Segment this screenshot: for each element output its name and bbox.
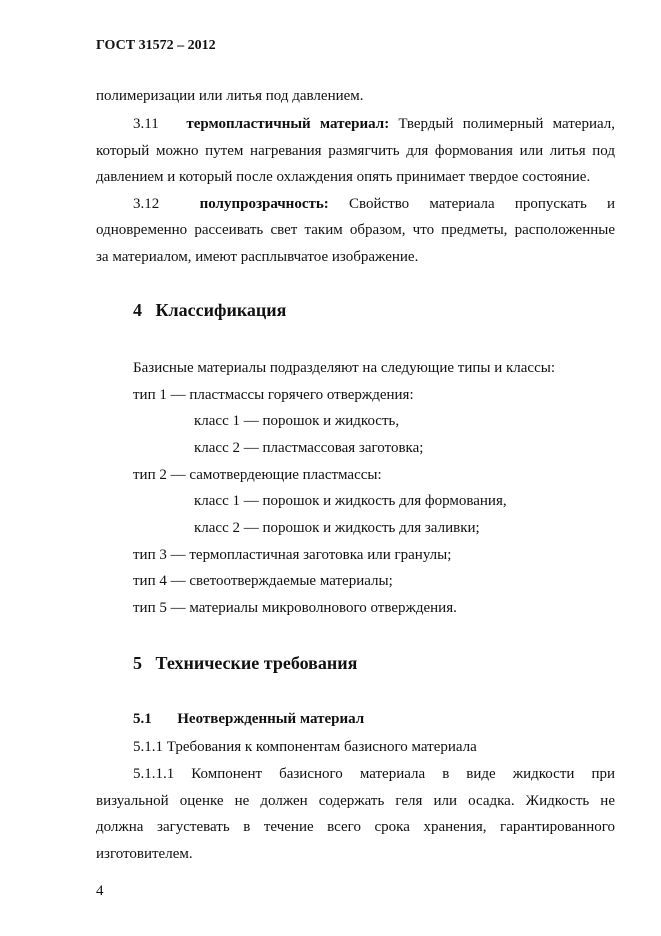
subsection-title: Неотвержденный материал (177, 711, 365, 727)
subsection-number: 5.1 (133, 711, 152, 727)
section-4-intro: Базисные материалы подразделяют на следующие типы и классы: (133, 360, 555, 376)
type-2-line: тип 2 — самотвердеющие пластмассы: (133, 467, 382, 483)
type-1-class-1-line: класс 1 — порошок и жидкость, (194, 413, 400, 429)
definition-3-11-line1 (96, 115, 615, 133)
subsection-5-1-1: 5.1.1 Требования к компонентам базисного материала (133, 739, 477, 755)
page-number: 4 (96, 883, 104, 899)
subsection-5-1-heading (133, 711, 364, 728)
document-header: ГОСТ 31572 – 2012 (96, 38, 216, 53)
intro-line: полимеризации или литья под давлением. (96, 88, 364, 104)
section-title: Технические требования (155, 653, 358, 673)
definition-3-11-line3: давлением и который после охлаждения опять принимает твердое состояние. (96, 169, 591, 185)
type-3-line: тип 3 — термопластичная заготовка или гранулы; (133, 547, 452, 563)
definition-number: 3.12 (133, 196, 160, 212)
definition-3-12-line2: одновременно рассеивать свет таким образом, что предметы, расположенные (96, 222, 615, 238)
definition-text: Свойство материала пропускать и (348, 196, 616, 212)
paragraph-5-1-1-1-line4: изготовителем. (96, 846, 193, 862)
paragraph-5-1-1-1-line1: 5.1.1.1 Компонент базисного материала в виде жидкости при (133, 766, 615, 782)
definition-3-11-line2: который можно путем нагревания размягчить для формования или литья под (96, 143, 615, 159)
section-number: 5 (133, 653, 142, 673)
type-2-class-1-line: класс 1 — порошок и жидкость для формования, (194, 493, 507, 509)
definition-term: полупрозрачность: (199, 196, 329, 212)
definition-term: термопластичный материал: (186, 116, 390, 132)
definition-3-12-line1 (96, 195, 615, 213)
type-1-class-2-line: класс 2 — пластмассовая заготовка; (194, 440, 424, 456)
type-1-line: тип 1 — пластмассы горячего отверждения: (133, 387, 414, 403)
section-title: Классификация (155, 300, 287, 320)
definition-number: 3.11 (133, 116, 159, 132)
type-5-line: тип 5 — материалы микроволнового отверждения. (133, 600, 457, 616)
section-4-heading (133, 300, 286, 321)
section-5-heading (133, 653, 357, 674)
definition-text: Твердый полимерный материал, (398, 116, 616, 132)
definition-3-12-line3: за материалом, имеют расплывчатое изображение. (96, 249, 419, 265)
paragraph-5-1-1-1-line3: должна загустевать в течение всего срока хранения, гарантированного (96, 819, 615, 835)
type-4-line: тип 4 — светоотверждаемые материалы; (133, 573, 393, 589)
paragraph-5-1-1-1-line2: визуальной оценке не должен содержать геля или осадка. Жидкость не (96, 793, 615, 809)
section-number: 4 (133, 300, 142, 320)
type-2-class-2-line: класс 2 — порошок и жидкость для заливки; (194, 520, 480, 536)
